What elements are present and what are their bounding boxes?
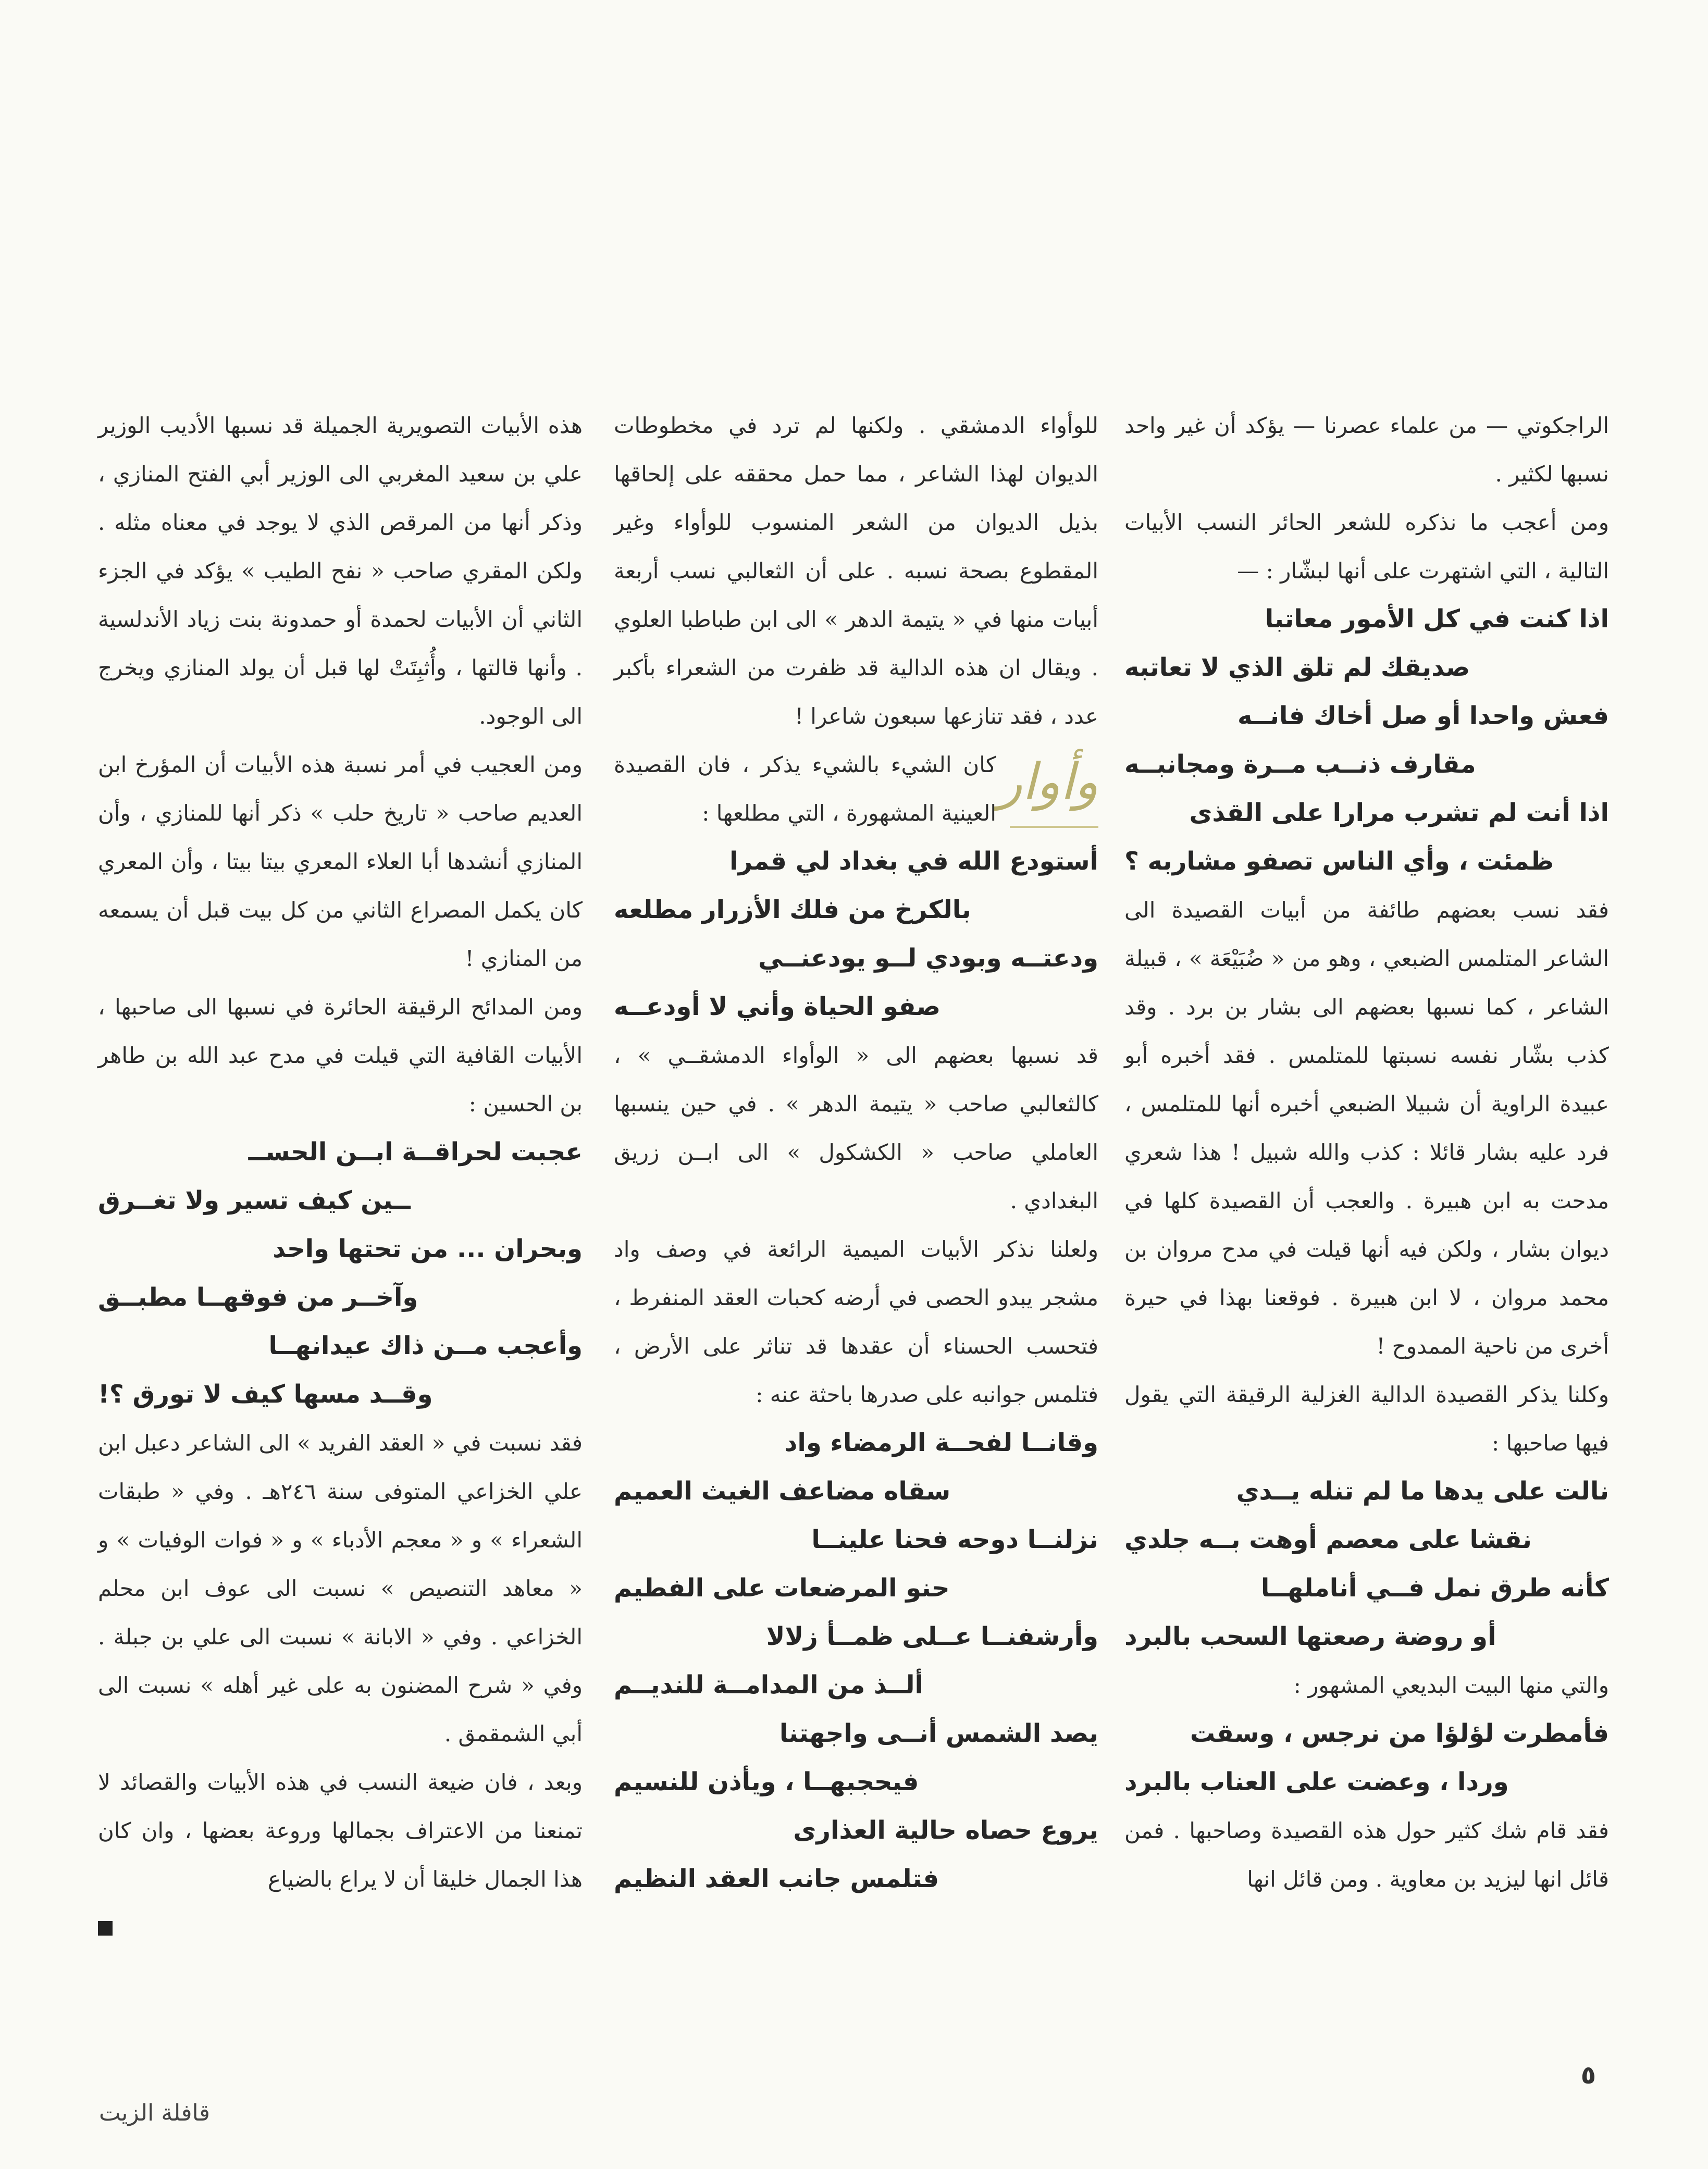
body-paragraph: فقد نسبت في « العقد الفريد » الى الشاعر دعبل ابن علي الخزاعي المتوفى سنة ٢٤٦هـ . وفي « طبقات الشعراء » و « معجم الأدباء » و « فوات الوفيات » و « معاهد التنصيص » نسبت الى عوف ابن محلم الخزاعي . وفي « الابانة » نسبت الى علي بن جبلة . وفي « شرح المضنون به على غير أهله » نسبت الى أبي الشمقمق . [98,1430,583,1746]
verse-second-hemistich: وقــد مسها كيف لا تورق ؟! [98,1380,433,1409]
verse-couplet [98,1128,583,1225]
verse-first-hemistich: عجبت لحراقــة ابــن الحســ [248,1137,583,1167]
verse-second-hemistich: وآخــر من فوقهــا مطبــق [98,1283,418,1312]
verse-second-hemistich: صديقك لم تلق الذي لا تعاتبه [1124,653,1470,682]
verse-couplet [98,1225,583,1322]
article-end-line [98,1903,583,1952]
verse-second-hemistich: ألــذ من المدامــة للنديــم [614,1670,923,1700]
verse-first-hemistich: اذا أنت لم تشرب مرارا على القذى [1189,798,1609,827]
verse-second-hemistich: حنو المرضعات على الفطيم [614,1573,950,1603]
verse-second-hemistich: فيحجبهــا ، ويأذن للنسيم [614,1767,919,1796]
dropcap-paragraph [614,740,1098,837]
verse-first-hemistich: وأرشفنــا عــلى ظمــأ زلالا [766,1622,1098,1651]
verse-couplet [614,1613,1098,1709]
body-paragraph: هذه الأبيات التصويرية الجميلة قد نسبها الأديب الوزير علي بن سعيد المغربي الى الوزير أبي الفتح المنازي ، وذكر أنها من المرقص الذي لا يوجد في معناه مثله . ولكن المقري صاحب « نفح الطيب » يؤكد في الجزء الثاني أن الأبيات لحمدة أو حمدونة بنت زياد الأندلسية . وأنها قالتها ، وأُثبِتَتْ لها قبل أن يولد المنازي ويخرج الى الوجود. [98,413,583,729]
verse-couplet [614,837,1098,934]
verse-couplet [614,1709,1098,1806]
column-left [98,401,583,1952]
body-paragraph: ومن أعجب ما نذكره للشعر الحائر النسب الأبيات التالية ، التي اشتهرت على أنها لبشّار : — [1124,510,1609,584]
body-paragraph: ولعلنا نذكر الأبيات الميمية الرائعة في وصف واد مشجر يبدو الحصى في أرضه كحبات العقد المنفرط ، فتحسب الحسناء أن عقدها قد تناثر على الأرض ، فتلمس جوانبه على صدرها باحثة عنه : [614,1236,1098,1407]
column-middle [614,401,1098,1903]
verse-couplet [1124,595,1609,692]
verse-couplet [614,934,1098,1031]
verse-couplet [1124,1467,1609,1564]
verse-first-hemistich: كأنه طرق نمل فــي أناملهــا [1260,1573,1609,1603]
verse-second-hemistich: سقاه مضاعف الغيث العميم [614,1477,951,1506]
body-paragraph: والتي منها البيت البديعي المشهور : [1293,1672,1609,1698]
column-right [1124,401,1609,1903]
body-paragraph: كان الشيء بالشيء يذكر ، فان القصيدة العينية المشهورة ، التي مطلعها : [614,752,996,826]
verse-couplet [1124,1564,1609,1661]
verse-couplet [614,1806,1098,1903]
body-paragraph: وبعد ، فان ضيعة النسب في هذه الأبيات والقصائد لا تمنعنا من الاعتراف بجمالها وروعة بعضها ، وان كان هذا الجمال خليقا أن لا يراع بالضياع [98,1769,583,1892]
verse-second-hemistich: نقشا على معصم أوهت بــه جلدي [1124,1525,1532,1554]
verse-second-hemistich: ظمئت ، وأي الناس تصفو مشاربه ؟ [1124,847,1554,876]
verse-first-hemistich: فعش واحدا أو صل أخاك فانــه [1237,701,1609,730]
verse-first-hemistich: ودعتــه وبودي لــو يودعنــي [758,944,1098,973]
verse-couplet [1124,789,1609,886]
body-paragraph: الراجكوتي — من علماء عصرنا — يؤكد أن غير واحد نسبها لكثير . [1124,413,1609,487]
verse-first-hemistich: وقانــا لفحــة الرمضاء واد [784,1428,1098,1457]
verse-first-hemistich: نالت على يدها ما لم تنله يــدي [1236,1477,1609,1506]
verse-second-hemistich: وردا ، وعضت على العناب بالبرد [1124,1767,1509,1796]
body-paragraph: فقد نسب بعضهم طائفة من أبيات القصيدة الى الشاعر المتلمس الضبعي ، وهو من « ضُبَيْعَة » ، قبيلة الشاعر ، كما نسبها بعضهم الى بشار بن برد . وقد كذب بشّار نفسه نسبتها للمتلمس . فقد أخبره أبو عبيدة الراوية أن شبيلا الضبعي أخبره أنها للمتلمس ، فرد عليه بشار قائلا : كذب والله شبيل ! هذا شعري مدحت به ابن هبيرة . والعجب أن القصيدة كلها في ديوان بشار ، ولكن فيه أنها قيلت في مدح مروان بن محمد مروان ، لا ابن هبيرة . فوقعنا بهذا في حيرة أخرى من ناحية الممدوح ! [1124,897,1609,1359]
end-of-article-square-icon [98,1921,113,1936]
verse-couplet [1124,1709,1609,1806]
verse-first-hemistich: اذا كنت في كل الأمور معاتبا [1265,604,1609,634]
body-paragraph: ومن المدائح الرقيقة الحائرة في نسبها الى صاحبها ، الأبيات القافية التي قيلت في مدح عبد الله بن طاهر بن الحسين : [98,994,583,1117]
decorative-drop-cap: وأوار [1010,742,1098,828]
verse-first-hemistich: نزلنــا دوحه فحنا علينــا [811,1525,1098,1554]
verse-couplet [98,1322,583,1419]
body-paragraph: للوأواء الدمشقي . ولكنها لم ترد في مخطوطات الديوان لهذا الشاعر ، مما حمل محققه على إلحاقها بذيل الديوان من الشعر المنسوب للوأواء وغير المقطوع بصحة نسبه . على أن الثعالبي نسب أربعة أبيات منها في « يتيمة الدهر » الى ابن طباطبا العلوي . ويقال ان هذه الدالية قد ظفرت من الشعراء بأكبر عدد ، فقد تنازعها سبعون شاعرا ! [614,413,1098,729]
verse-second-hemistich: فتلمس جانب العقد النظيم [614,1864,939,1893]
verse-first-hemistich: أستودع الله في بغداد لي قمرا [729,847,1098,876]
verse-second-hemistich: صفو الحياة وأني لا أودعــه [614,992,941,1021]
footer-magazine-title: قافلة الزيت [99,2100,210,2126]
page-number: ٥ [1580,2061,1596,2090]
body-paragraph: قد نسبها بعضهم الى « الوأواء الدمشقــي » ، كالثعالبي صاحب « يتيمة الدهر » . في حين ينسبها العاملي صاحب « الكشكول » الى ابــن زريق البغدادي . [614,1043,1098,1213]
body-paragraph: فقد قام شك كثير حول هذه القصيدة وصاحبها . فمن قائل انها ليزيد بن معاوية . ومن قائل انها [1124,1818,1609,1892]
verse-second-hemistich: ــين كيف تسير ولا تغــرق [98,1186,411,1215]
verse-first-hemistich: يروع حصاه حالية العذارى [793,1816,1098,1845]
verse-couplet [614,1419,1098,1516]
verse-first-hemistich: وأعجب مــن ذاك عيدانهــا [268,1331,583,1360]
body-paragraph: ومن العجيب في أمر نسبة هذه الأبيات أن المؤرخ ابن العديم صاحب « تاريخ حلب » ذكر أنها للمنازي ، وأن المنازي أنشدها أبا العلاء المعري بيتا بيتا ، وأن المعري كان يكمل المصراع الثاني من كل بيت قبل أن يسمعه من المنازي ! [98,752,583,971]
verse-second-hemistich: أو روضة رصعتها السحب بالبرد [1124,1622,1496,1651]
body-paragraph: وكلنا يذكر القصيدة الدالية الغزلية الرقيقة التي يقول فيها صاحبها : [1124,1382,1609,1456]
verse-second-hemistich: مقارف ذنــب مــرة ومجانبــه [1124,750,1476,779]
verse-couplet [614,1516,1098,1613]
verse-first-hemistich: فأمطرت لؤلؤا من نرجس ، وسقت [1190,1719,1609,1748]
verse-first-hemistich: وبحران ... من تحتها واحد [273,1234,583,1263]
verse-first-hemistich: يصد الشمس أنــى واجهتنا [779,1719,1098,1748]
verse-couplet [1124,692,1609,789]
verse-second-hemistich: بالكرخ من فلك الأزرار مطلعه [614,895,971,924]
